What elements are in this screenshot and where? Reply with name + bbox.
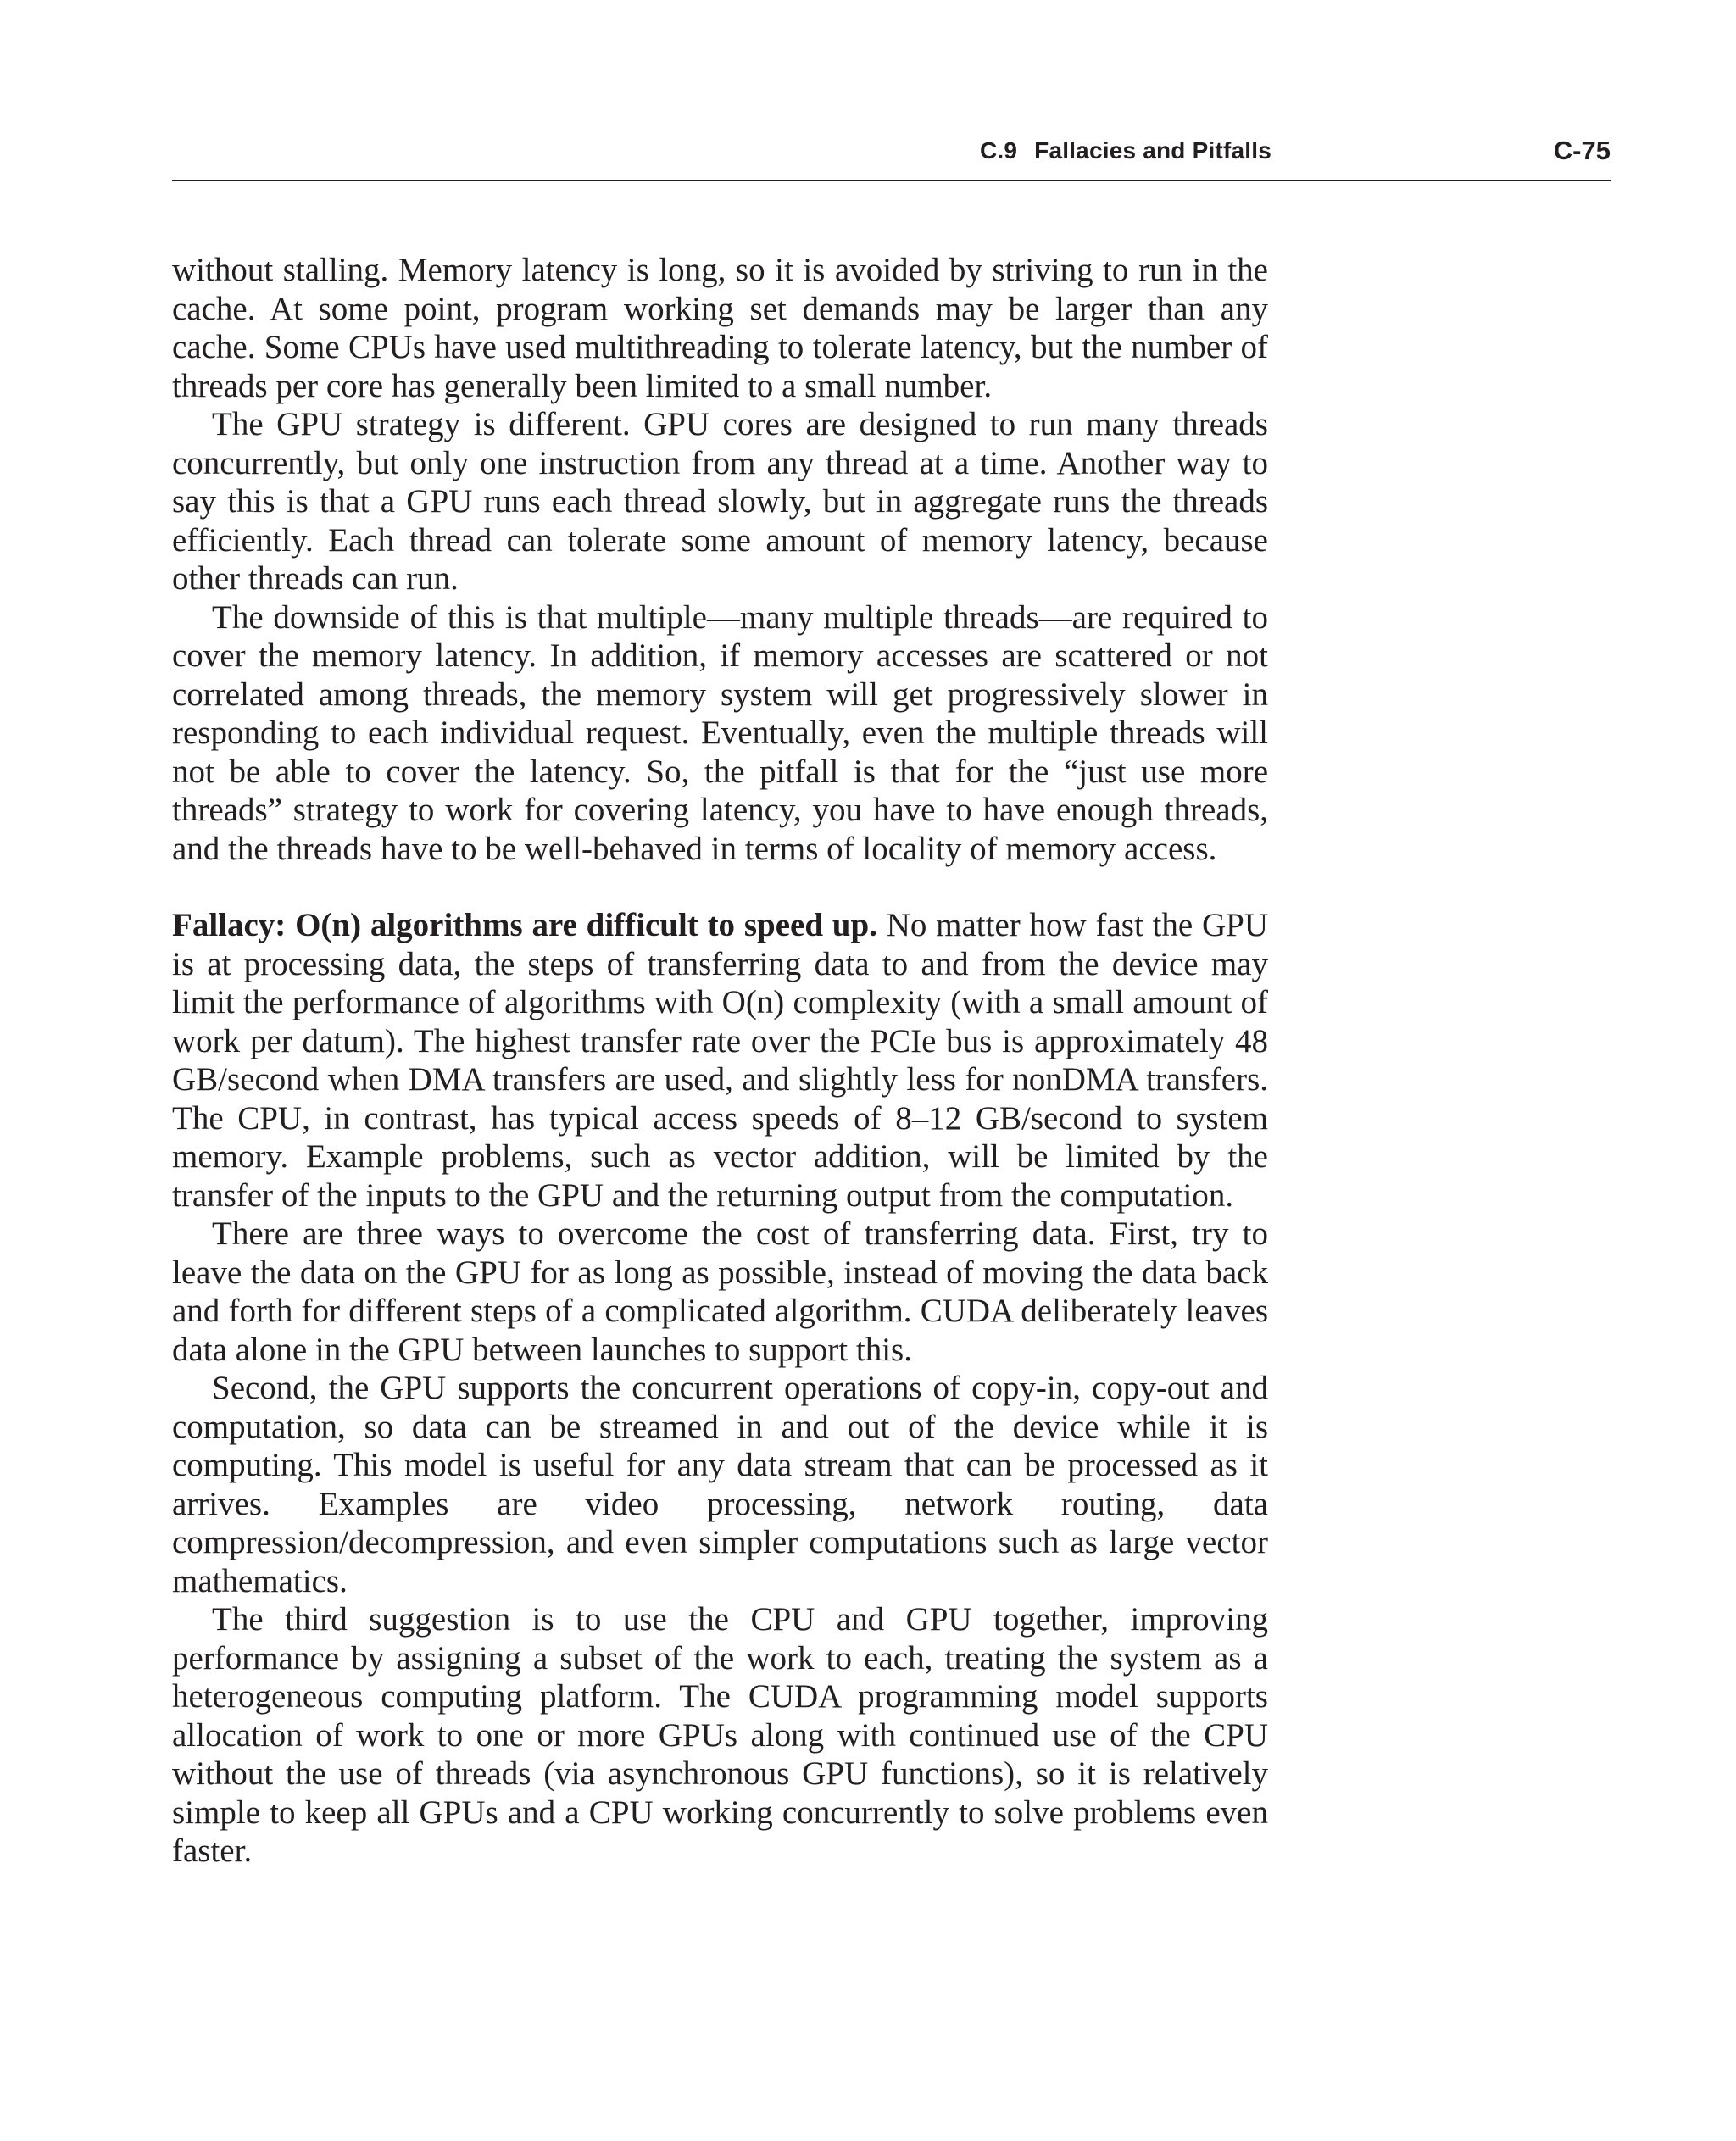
- fallacy-heading: Fallacy: O(n) algorithms are difficult to speed up.: [172, 907, 877, 943]
- running-header: [172, 127, 1611, 181]
- body-text: [172, 251, 1268, 1871]
- paragraph-second: Second, the GPU supports the concurrent operations of copy-in, copy-out and computation, so data can be streamed in and out of the device while it is computing. This model is useful for any data stream that can be processed as it arrives. Examples are video processing, network routing, data compression/decompression, and even simpler computations such as large vector mathematics.: [172, 1370, 1268, 1599]
- section-title: Fallacies and Pitfalls: [1034, 137, 1271, 164]
- page-number: C-75: [1553, 136, 1611, 165]
- paragraph-continued: without stalling. Memory latency is long, so it is avoided by striving to run in the cache. At some point, program working set demands may be larger than any cache. Some CPUs have used multithreading to tolerate latency, but the number of threads per core has generally been limited to a small number.: [172, 252, 1268, 404]
- paragraph-third: The third suggestion is to use the CPU and GPU together, improving performance by assigning a subset of the work to each, treating the system as a heterogeneous computing platform. The CUDA programming model supports allocation of work to one or more GPUs along with continued use of the CPU without the use of threads (via asynchronous GPU functions), so it is relatively simple to keep all GPUs and a CPU working concurrently to solve problems even faster.: [172, 1601, 1268, 1869]
- paragraph-three-ways: There are three ways to overcome the cost of transferring data. First, try to leave the data on the GPU for as long as possible, instead of moving the data back and forth for different steps of a complicated algorithm. CUDA deliberately leaves data alone in the GPU between launches to support this.: [172, 1215, 1268, 1368]
- section-number: C.9: [979, 137, 1018, 164]
- paragraph-gpu-strategy: The GPU strategy is different. GPU cores are designed to run many threads concurrently, but only one instruction from any thread at a time. Another way to say this is that a GPU runs each thread slowly, but in aggregate runs the threads efficiently. Each thread can tolerate some amount of memory latency, because other threads can run.: [172, 406, 1268, 597]
- fallacy-paragraph: [172, 906, 1268, 1215]
- section-heading: [980, 137, 1271, 164]
- paragraph-downside: The downside of this is that multiple—many multiple threads—are required to cover the memory latency. In addition, if memory accesses are scattered or not correlated among threads, the memory system will get progressively slower in responding to each individual request. Eventually, even the multiple threads will not be able to cover the latency. So, the pitfall is that for the “just use more threads” strategy to work for covering latency, you have to have enough threads, and the threads have to be well-behaved in terms of locality of memory access.: [172, 598, 1268, 867]
- fallacy-text: No matter how fast the GPU is at processing data, the steps of transferring data to and from the device may limit the performance of algorithms with O(n) complexity (with a small amount of work per datum). The highest transfer rate over the PCIe bus is approximately 48 GB/second when DMA transfers are used, and slightly less for nonDMA transfers. The CPU, in contrast, has typical access speeds of 8–12 GB/second to system memory. Example problems, such as vector addition, will be limited by the transfer of the inputs to the GPU and the returning output from the computation.: [172, 907, 1268, 1214]
